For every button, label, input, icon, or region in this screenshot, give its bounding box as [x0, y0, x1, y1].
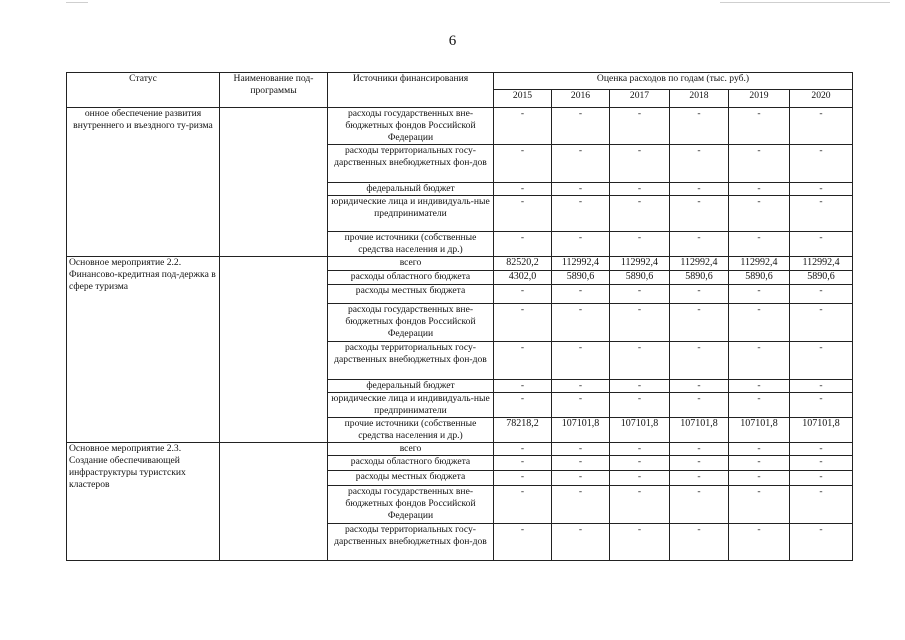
value-cell: - — [729, 196, 790, 232]
value-cell: - — [494, 183, 552, 196]
table-row — [67, 257, 853, 271]
source-cell: федеральный бюджет — [328, 183, 494, 196]
scan-mark-top-left — [66, 2, 88, 3]
value-cell: - — [610, 471, 670, 486]
value-cell: - — [670, 285, 729, 304]
value-cell: - — [790, 443, 853, 456]
value-cell: - — [729, 342, 790, 380]
value-cell: - — [610, 145, 670, 183]
value-cell: - — [494, 196, 552, 232]
source-cell: расходы областного бюджета — [328, 271, 494, 285]
value-cell: - — [610, 304, 670, 342]
value-cell: - — [552, 471, 610, 486]
value-cell: - — [790, 232, 853, 257]
value-cell: 4302,0 — [494, 271, 552, 285]
value-cell: 82520,2 — [494, 257, 552, 271]
value-cell: - — [729, 183, 790, 196]
value-cell: - — [610, 443, 670, 456]
value-cell: - — [610, 456, 670, 471]
value-cell: - — [670, 486, 729, 524]
value-cell: - — [729, 486, 790, 524]
value-cell: - — [670, 471, 729, 486]
value-cell: - — [670, 524, 729, 561]
value-cell: 112992,4 — [610, 257, 670, 271]
status-cell: Основное мероприятие 2.2. Финансово-кредитная под-держка в сфере туризма — [67, 257, 220, 443]
value-cell: - — [552, 232, 610, 257]
value-cell: - — [790, 486, 853, 524]
source-cell: расходы местных бюджета — [328, 471, 494, 486]
header-year: 2017 — [610, 90, 670, 108]
value-cell: - — [494, 486, 552, 524]
header-year: 2018 — [670, 90, 729, 108]
page-number: 6 — [448, 33, 457, 49]
value-cell: - — [552, 304, 610, 342]
value-cell: - — [494, 443, 552, 456]
source-cell: расходы государственных вне-бюджетных фондов Российской Федерации — [328, 486, 494, 524]
source-cell: федеральный бюджет — [328, 380, 494, 393]
value-cell: - — [729, 393, 790, 418]
source-cell: расходы государственных вне-бюджетных фондов Российской Федерации — [328, 304, 494, 342]
value-cell: - — [790, 471, 853, 486]
value-cell: - — [610, 342, 670, 380]
value-cell: - — [552, 380, 610, 393]
header-year: 2016 — [552, 90, 610, 108]
header-status: Статус — [67, 73, 220, 108]
value-cell: - — [552, 108, 610, 145]
source-cell: расходы территориальных госу-дарственных внебюджетных фон-дов — [328, 342, 494, 380]
value-cell: - — [729, 145, 790, 183]
value-cell: - — [790, 183, 853, 196]
value-cell: - — [729, 471, 790, 486]
value-cell: - — [610, 108, 670, 145]
value-cell: - — [729, 232, 790, 257]
value-cell: - — [610, 232, 670, 257]
subprogram-cell — [220, 108, 328, 257]
value-cell: 107101,8 — [790, 418, 853, 443]
value-cell: - — [552, 524, 610, 561]
value-cell: 112992,4 — [729, 257, 790, 271]
value-cell: - — [552, 443, 610, 456]
value-cell: - — [552, 486, 610, 524]
status-cell: Основное мероприятие 2.3. Создание обеспечивающей инфраструктуры туристских кластеров — [67, 443, 220, 561]
value-cell: - — [552, 342, 610, 380]
value-cell: - — [790, 285, 853, 304]
source-cell: всего — [328, 443, 494, 456]
source-cell: расходы государственных вне-бюджетных фондов Российской Федерации — [328, 108, 494, 145]
value-cell: - — [790, 196, 853, 232]
value-cell: - — [552, 393, 610, 418]
value-cell: - — [494, 304, 552, 342]
value-cell: - — [670, 145, 729, 183]
value-cell: - — [670, 380, 729, 393]
source-cell: прочие источники (собственные средства населения и др.) — [328, 418, 494, 443]
value-cell: - — [670, 232, 729, 257]
value-cell: - — [790, 456, 853, 471]
value-cell: - — [729, 456, 790, 471]
value-cell: - — [610, 393, 670, 418]
status-cell: онное обеспечение развития внутреннего и въездного ту-ризма — [67, 108, 220, 257]
value-cell: - — [670, 393, 729, 418]
source-cell: прочие источники (собственные средства населения и др.) — [328, 232, 494, 257]
value-cell: - — [494, 524, 552, 561]
value-cell: 5890,6 — [790, 271, 853, 285]
value-cell: - — [729, 524, 790, 561]
source-cell: расходы территориальных госу-дарственных внебюджетных фон-дов — [328, 145, 494, 183]
value-cell: - — [494, 145, 552, 183]
value-cell: - — [670, 183, 729, 196]
value-cell: - — [552, 196, 610, 232]
value-cell: - — [494, 393, 552, 418]
value-cell: - — [729, 108, 790, 145]
value-cell: - — [670, 304, 729, 342]
value-cell: - — [790, 108, 853, 145]
value-cell: - — [552, 285, 610, 304]
table-row — [67, 108, 853, 145]
financing-table — [66, 72, 853, 561]
value-cell: 78218,2 — [494, 418, 552, 443]
value-cell: - — [610, 380, 670, 393]
subprogram-cell — [220, 443, 328, 561]
value-cell: - — [494, 471, 552, 486]
value-cell: - — [790, 393, 853, 418]
value-cell: 5890,6 — [729, 271, 790, 285]
value-cell: - — [494, 108, 552, 145]
source-cell: юридические лица и индивидуаль-ные предприниматели — [328, 196, 494, 232]
source-cell: расходы территориальных госу-дарственных внебюджетных фон-дов — [328, 524, 494, 561]
value-cell: - — [494, 380, 552, 393]
value-cell: - — [610, 524, 670, 561]
value-cell: - — [494, 232, 552, 257]
value-cell: - — [790, 145, 853, 183]
value-cell: 107101,8 — [729, 418, 790, 443]
source-cell: расходы областного бюджета — [328, 456, 494, 471]
header-year: 2015 — [494, 90, 552, 108]
header-year: 2019 — [729, 90, 790, 108]
value-cell: 112992,4 — [552, 257, 610, 271]
value-cell: - — [729, 304, 790, 342]
value-cell: 107101,8 — [670, 418, 729, 443]
value-cell: - — [729, 285, 790, 304]
value-cell: - — [790, 342, 853, 380]
value-cell: - — [610, 196, 670, 232]
header-sources: Источники финансирования — [328, 73, 494, 108]
value-cell: - — [790, 524, 853, 561]
table-body — [67, 108, 853, 561]
source-cell: расходы местных бюджета — [328, 285, 494, 304]
value-cell: - — [790, 380, 853, 393]
value-cell: - — [552, 183, 610, 196]
value-cell: 112992,4 — [670, 257, 729, 271]
header-year: 2020 — [790, 90, 853, 108]
value-cell: - — [729, 380, 790, 393]
value-cell: - — [670, 196, 729, 232]
header-estimate: Оценка расходов по годам (тыс. руб.) — [494, 73, 853, 90]
value-cell: - — [494, 285, 552, 304]
value-cell: - — [494, 456, 552, 471]
scan-mark-top-right — [720, 2, 890, 3]
subprogram-cell — [220, 257, 328, 443]
header-subprogram: Наименование под-программы — [220, 73, 328, 108]
value-cell: - — [552, 456, 610, 471]
value-cell: 107101,8 — [610, 418, 670, 443]
source-cell: всего — [328, 257, 494, 271]
value-cell: - — [610, 285, 670, 304]
value-cell: - — [790, 304, 853, 342]
value-cell: - — [610, 183, 670, 196]
source-cell: юридические лица и индивидуаль-ные предприниматели — [328, 393, 494, 418]
value-cell: - — [670, 456, 729, 471]
value-cell: - — [494, 342, 552, 380]
value-cell: - — [670, 108, 729, 145]
value-cell: 5890,6 — [670, 271, 729, 285]
value-cell: 5890,6 — [552, 271, 610, 285]
value-cell: 5890,6 — [610, 271, 670, 285]
table-row — [67, 443, 853, 456]
value-cell: 107101,8 — [552, 418, 610, 443]
value-cell: - — [670, 443, 729, 456]
value-cell: 112992,4 — [790, 257, 853, 271]
value-cell: - — [552, 145, 610, 183]
value-cell: - — [729, 443, 790, 456]
value-cell: - — [670, 342, 729, 380]
value-cell: - — [610, 486, 670, 524]
